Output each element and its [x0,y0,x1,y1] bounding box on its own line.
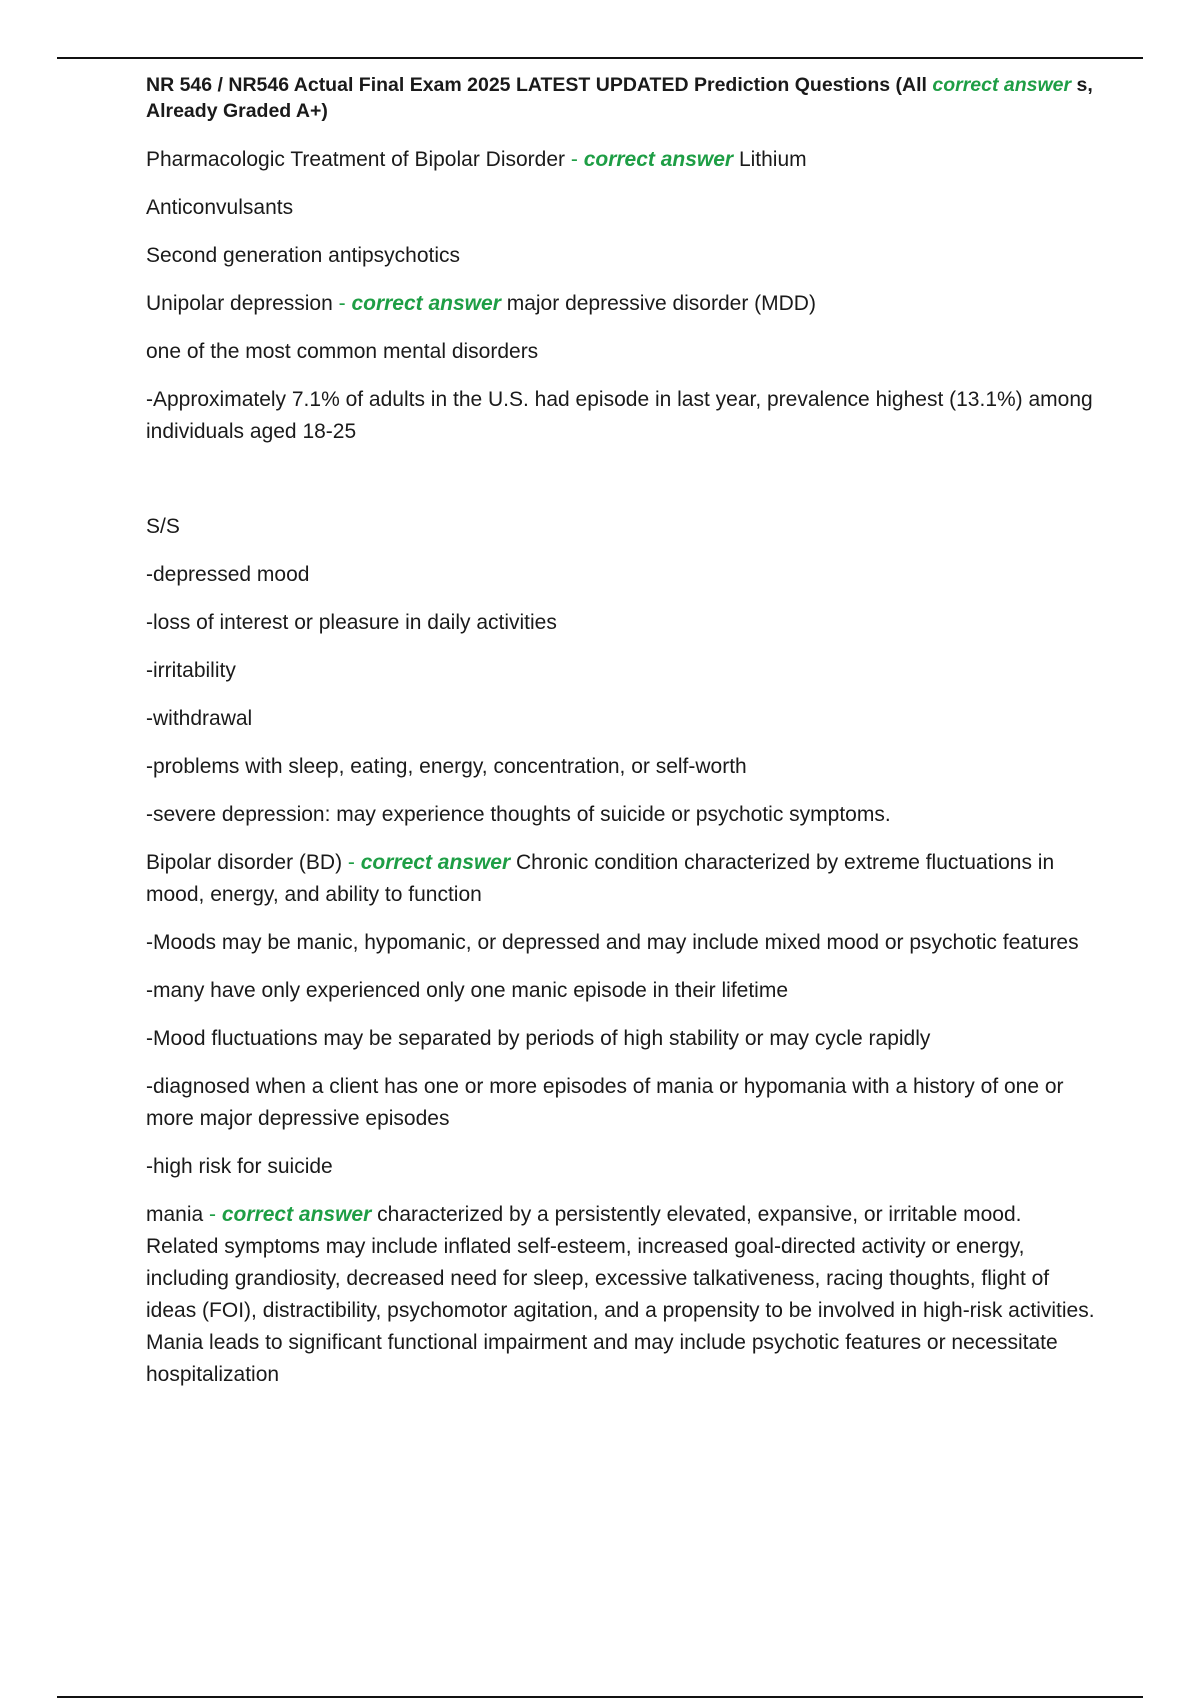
list-item: -loss of interest or pleasure in daily activities [146,611,557,634]
answer-label: correct answer [360,851,511,874]
bottom-rule [57,1696,1143,1698]
list-item: -diagnosed when a client has one or more episodes of mania or hypomania with a history of one or more major depressive episodes [146,1075,1064,1130]
answer-text: characterized by a persistently elevated, expansive, or irritable mood. Related symptoms may include inflated self-esteem, increased goal-directed activity or energy, including grandiosity, decreased need for sleep, excessive talkativeness, racing thoughts, flight of ideas (FOI), distractibility, psychomotor agitation, and a propensity to be involved in high-risk activities. Mania leads to significant functional impairment and may include psychotic features or necessitate hospitalization [146,1203,1095,1386]
list-item: -many have only experienced only one manic episode in their lifetime [146,979,789,1002]
answer-text: Chronic condition characterized by extreme fluctuations in mood, energy, and ability to function [146,851,1055,906]
blank-gap [146,464,1096,511]
list-item: -Mood fluctuations may be separated by periods of high stability or may cycle rapidly [146,1027,931,1050]
qa-unipolar-depression: Unipolar depression - correct answer major depressive disorder (MDD) [146,292,816,315]
list-item: -problems with sleep, eating, energy, concentration, or self-worth [146,755,747,778]
title-answer-label: correct answer [932,74,1072,96]
ss-heading: S/S [146,515,180,538]
qa-pharmacologic-treatment: Pharmacologic Treatment of Bipolar Disorder - correct answer Lithium [146,148,807,171]
document-body [146,72,1096,1407]
answer-text: Lithium [738,148,807,171]
text-line: one of the most common mental disorders [146,340,539,363]
term: mania [146,1203,204,1226]
document-title: NR 546 / NR546 Actual Final Exam 2025 LATEST UPDATED Prediction Questions (All correct answer s, Already Graded A+) [146,74,1093,122]
list-item: -high risk for suicide [146,1155,333,1178]
list-item: -withdrawal [146,707,253,730]
list-item: -Moods may be manic, hypomanic, or depressed and may include mixed mood or psychotic features [146,931,1079,954]
top-rule [57,57,1143,59]
term: Pharmacologic Treatment of Bipolar Disorder [146,148,566,171]
answer-label: correct answer [351,292,501,315]
term: Unipolar depression [146,292,333,315]
text-line: -Approximately 7.1% of adults in the U.S. had episode in last year, prevalence highest (13.1%) among individuals aged 18-25 [146,388,1093,443]
text-line: Anticonvulsants [146,196,294,219]
qa-mania: mania - correct answer characterized by a persistently elevated, expansive, or irritable mood. Related symptoms may include inflated self-esteem, increased goal-directed activity or energy, including grandiosity, decreased need for sleep, excessive talkativeness, racing thoughts, flight of ideas (FOI), distractibility, psychomotor agitation, and a propensity to be involved in high-risk activities. Mania leads to significant functional impairment and may include psychotic features or necessitate hospitalization [146,1203,1095,1386]
text-line: Second generation antipsychotics [146,244,461,267]
list-item: -irritability [146,659,236,682]
answer-text: major depressive disorder (MDD) [506,292,816,315]
answer-label: correct answer [221,1203,372,1226]
term: Bipolar disorder (BD) [146,851,343,874]
qa-bipolar-disorder: Bipolar disorder (BD) - correct answer Chronic condition characterized by extreme fluctuations in mood, energy, and ability to function [146,851,1055,906]
answer-label: correct answer [583,148,734,171]
list-item: -severe depression: may experience thoughts of suicide or psychotic symptoms. [146,803,891,826]
list-item: -depressed mood [146,563,310,586]
